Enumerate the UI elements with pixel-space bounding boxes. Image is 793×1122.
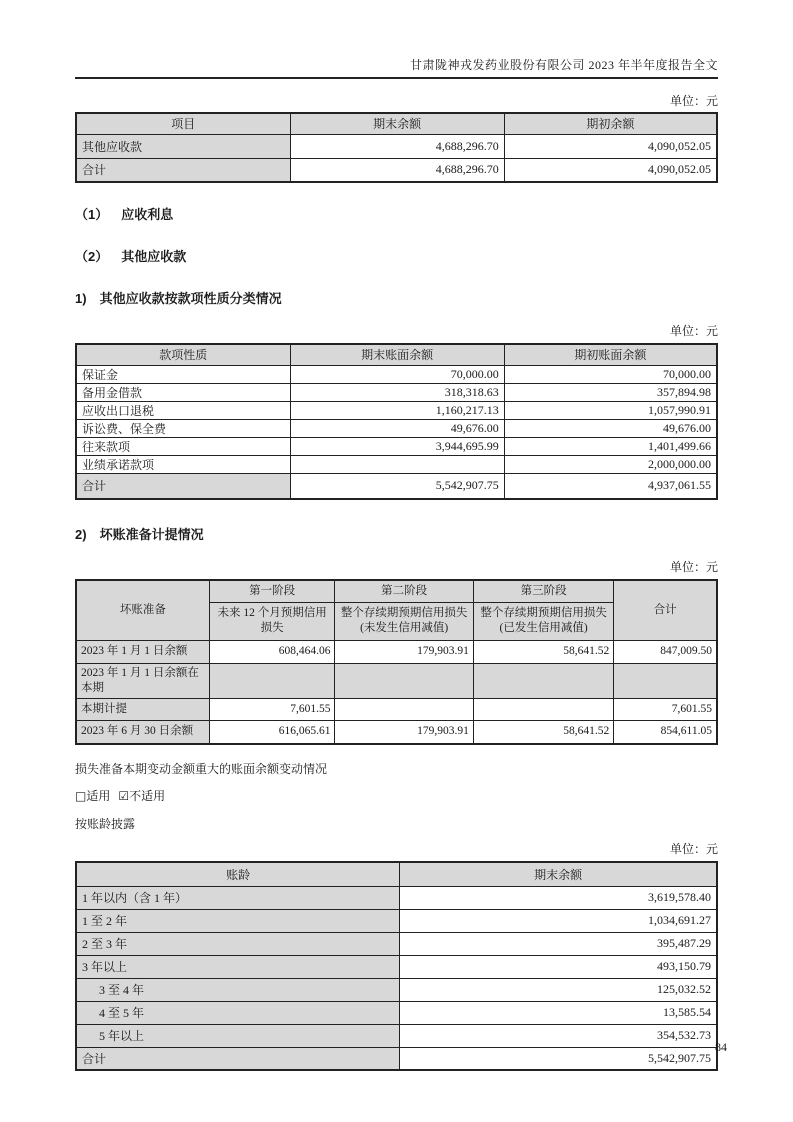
table-row — [76, 455, 717, 473]
value-cell: 70,000.00 — [504, 365, 717, 383]
value-cell: 354,532.73 — [400, 1024, 717, 1047]
table-row — [76, 1024, 717, 1047]
row-label-cell: 3 年以上 — [76, 955, 400, 978]
not-applicable-option — [118, 789, 165, 803]
table-row — [76, 909, 717, 932]
value-cell: 13,585.54 — [400, 1001, 717, 1024]
value-cell: 179,903.91 — [335, 720, 473, 744]
value-cell: 318,318.63 — [290, 383, 504, 401]
row-label-cell: 2023 年 6 月 30 日余额 — [76, 720, 209, 744]
value-cell: 49,676.00 — [504, 419, 717, 437]
table-total-row — [76, 1047, 717, 1070]
value-cell: 70,000.00 — [290, 365, 504, 383]
column-header: 款项性质 — [76, 344, 290, 365]
heading-number: （2） — [75, 249, 109, 264]
row-label-cell: 应收出口退税 — [76, 401, 290, 419]
table-row — [76, 720, 717, 744]
unit-label: 单位：元 — [669, 560, 718, 574]
row-label-cell: 2023 年 1 月 1 日余额 — [76, 640, 209, 663]
value-cell: 493,150.79 — [400, 955, 717, 978]
table-row — [76, 978, 717, 1001]
value-cell: 2,000,000.00 — [504, 455, 717, 473]
row-label-cell: 合计 — [76, 473, 290, 499]
other-receivables-summary-table — [75, 112, 718, 183]
bad-debt-provision-table — [75, 579, 718, 745]
aging-table — [75, 861, 718, 1071]
heading-text: 其他应收款按款项性质分类情况 — [99, 291, 282, 306]
doc-header — [75, 56, 718, 79]
column-header: 期末余额 — [400, 862, 717, 886]
column-subheader: 未来 12 个月预期信用损失 — [209, 602, 335, 640]
value-cell: 854,611.05 — [614, 720, 717, 744]
row-label-cell: 1 年以内（含 1 年） — [76, 886, 400, 909]
table-row — [76, 158, 717, 182]
row-label-cell: 合计 — [76, 1047, 400, 1070]
value-cell: 7,601.55 — [614, 698, 717, 720]
table-row — [76, 663, 717, 698]
table-row — [76, 134, 717, 158]
value-cell — [473, 698, 613, 720]
unit-label: 单位：元 — [669, 94, 718, 108]
table-row — [76, 419, 717, 437]
heading-text: 应收利息 — [121, 207, 174, 222]
column-header: 期初余额 — [504, 113, 717, 134]
value-cell: 3,944,695.99 — [290, 437, 504, 455]
column-header: 第一阶段 — [209, 580, 335, 602]
row-label-cell: 2023 年 1 月 1 日余额在本期 — [76, 663, 209, 698]
row-label-cell: 保证金 — [76, 365, 290, 383]
row-label-cell: 诉讼费、保全费 — [76, 419, 290, 437]
page-number: 84 — [715, 1040, 727, 1054]
value-cell: 4,688,296.70 — [290, 134, 504, 158]
value-cell: 58,641.52 — [473, 720, 613, 744]
nature-classification-table — [75, 343, 718, 500]
row-label-cell: 5 年以上 — [76, 1024, 400, 1047]
row-label-cell: 1 至 2 年 — [76, 909, 400, 932]
value-cell: 179,903.91 — [335, 640, 473, 663]
section-heading-interest-receivable — [75, 204, 718, 223]
value-cell: 3,619,578.40 — [400, 886, 717, 909]
table-row — [76, 698, 717, 720]
value-cell: 847,009.50 — [614, 640, 717, 663]
value-cell — [614, 663, 717, 698]
not-applicable-label: 不适用 — [129, 789, 166, 803]
table-row — [76, 640, 717, 663]
column-header: 合计 — [614, 580, 717, 640]
corner-header: 坏账准备 — [76, 580, 209, 640]
value-cell: 4,688,296.70 — [290, 158, 504, 182]
row-label-cell: 业绩承诺款项 — [76, 455, 290, 473]
value-cell — [290, 455, 504, 473]
applicability-check-line — [75, 787, 718, 804]
table-row — [76, 437, 717, 455]
unit-label: 单位：元 — [669, 842, 718, 856]
heading-text: 其他应收款 — [121, 249, 187, 264]
column-header: 期末余额 — [290, 113, 504, 134]
column-header: 期初账面余额 — [504, 344, 717, 365]
table-row — [76, 886, 717, 909]
column-header: 账龄 — [76, 862, 400, 886]
value-cell — [335, 698, 473, 720]
value-cell — [209, 663, 335, 698]
table-header-row — [76, 862, 717, 886]
value-cell: 58,641.52 — [473, 640, 613, 663]
checkbox-unchecked-icon: □ — [75, 789, 87, 803]
value-cell: 395,487.29 — [400, 932, 717, 955]
table-header-row — [76, 113, 717, 134]
table-row — [76, 932, 717, 955]
value-cell: 4,937,061.55 — [504, 473, 717, 499]
row-label-cell: 4 至 5 年 — [76, 1001, 400, 1024]
column-subheader: 整个存续期预期信用损失(未发生信用减值) — [335, 602, 473, 640]
heading-number: 2) — [75, 527, 87, 542]
table-header-row — [76, 580, 717, 602]
checkbox-checked-icon: ☑ — [118, 789, 130, 803]
section-heading-bad-debt-provision — [75, 524, 718, 543]
table-row — [76, 383, 717, 401]
value-cell: 1,401,499.66 — [504, 437, 717, 455]
loss-provision-change-note: 损失准备本期变动金额重大的账面余额变动情况 — [75, 762, 328, 776]
table-header-row — [76, 344, 717, 365]
applicable-option — [75, 789, 110, 803]
value-cell: 1,057,990.91 — [504, 401, 717, 419]
row-label-cell: 往来款项 — [76, 437, 290, 455]
section-heading-other-receivables — [75, 246, 718, 265]
value-cell: 4,090,052.05 — [504, 134, 717, 158]
table-row — [76, 1001, 717, 1024]
value-cell: 49,676.00 — [290, 419, 504, 437]
value-cell: 1,034,691.27 — [400, 909, 717, 932]
value-cell: 616,065.61 — [209, 720, 335, 744]
value-cell: 4,090,052.05 — [504, 158, 717, 182]
table-total-row — [76, 473, 717, 499]
value-cell: 5,542,907.75 — [400, 1047, 717, 1070]
value-cell: 125,032.52 — [400, 978, 717, 1001]
row-label-cell: 备用金借款 — [76, 383, 290, 401]
row-label-cell: 合计 — [76, 158, 290, 182]
table-row — [76, 955, 717, 978]
value-cell: 608,464.06 — [209, 640, 335, 663]
row-label-cell: 2 至 3 年 — [76, 932, 400, 955]
column-header: 第三阶段 — [473, 580, 613, 602]
value-cell — [473, 663, 613, 698]
table-row — [76, 401, 717, 419]
row-label-cell: 其他应收款 — [76, 134, 290, 158]
value-cell: 5,542,907.75 — [290, 473, 504, 499]
row-label-cell: 3 至 4 年 — [76, 978, 400, 1001]
column-header: 项目 — [76, 113, 290, 134]
applicable-label: 适用 — [86, 789, 111, 803]
column-header: 期末账面余额 — [290, 344, 504, 365]
doc-header-title: 甘肃陇神戎发药业股份有限公司 2023 年半年度报告全文 — [409, 58, 718, 72]
aging-disclosure-note: 按账龄披露 — [75, 817, 136, 831]
heading-number: 1) — [75, 291, 87, 306]
table-row — [76, 365, 717, 383]
section-heading-nature-classification — [75, 288, 718, 307]
value-cell — [335, 663, 473, 698]
value-cell: 357,894.98 — [504, 383, 717, 401]
heading-number: （1） — [75, 207, 109, 222]
value-cell: 1,160,217.13 — [290, 401, 504, 419]
column-subheader: 整个存续期预期信用损失(已发生信用减值) — [473, 602, 613, 640]
column-header: 第二阶段 — [335, 580, 473, 602]
heading-text: 坏账准备计提情况 — [99, 527, 204, 542]
value-cell: 7,601.55 — [209, 698, 335, 720]
unit-label: 单位：元 — [669, 324, 718, 338]
row-label-cell: 本期计提 — [76, 698, 209, 720]
